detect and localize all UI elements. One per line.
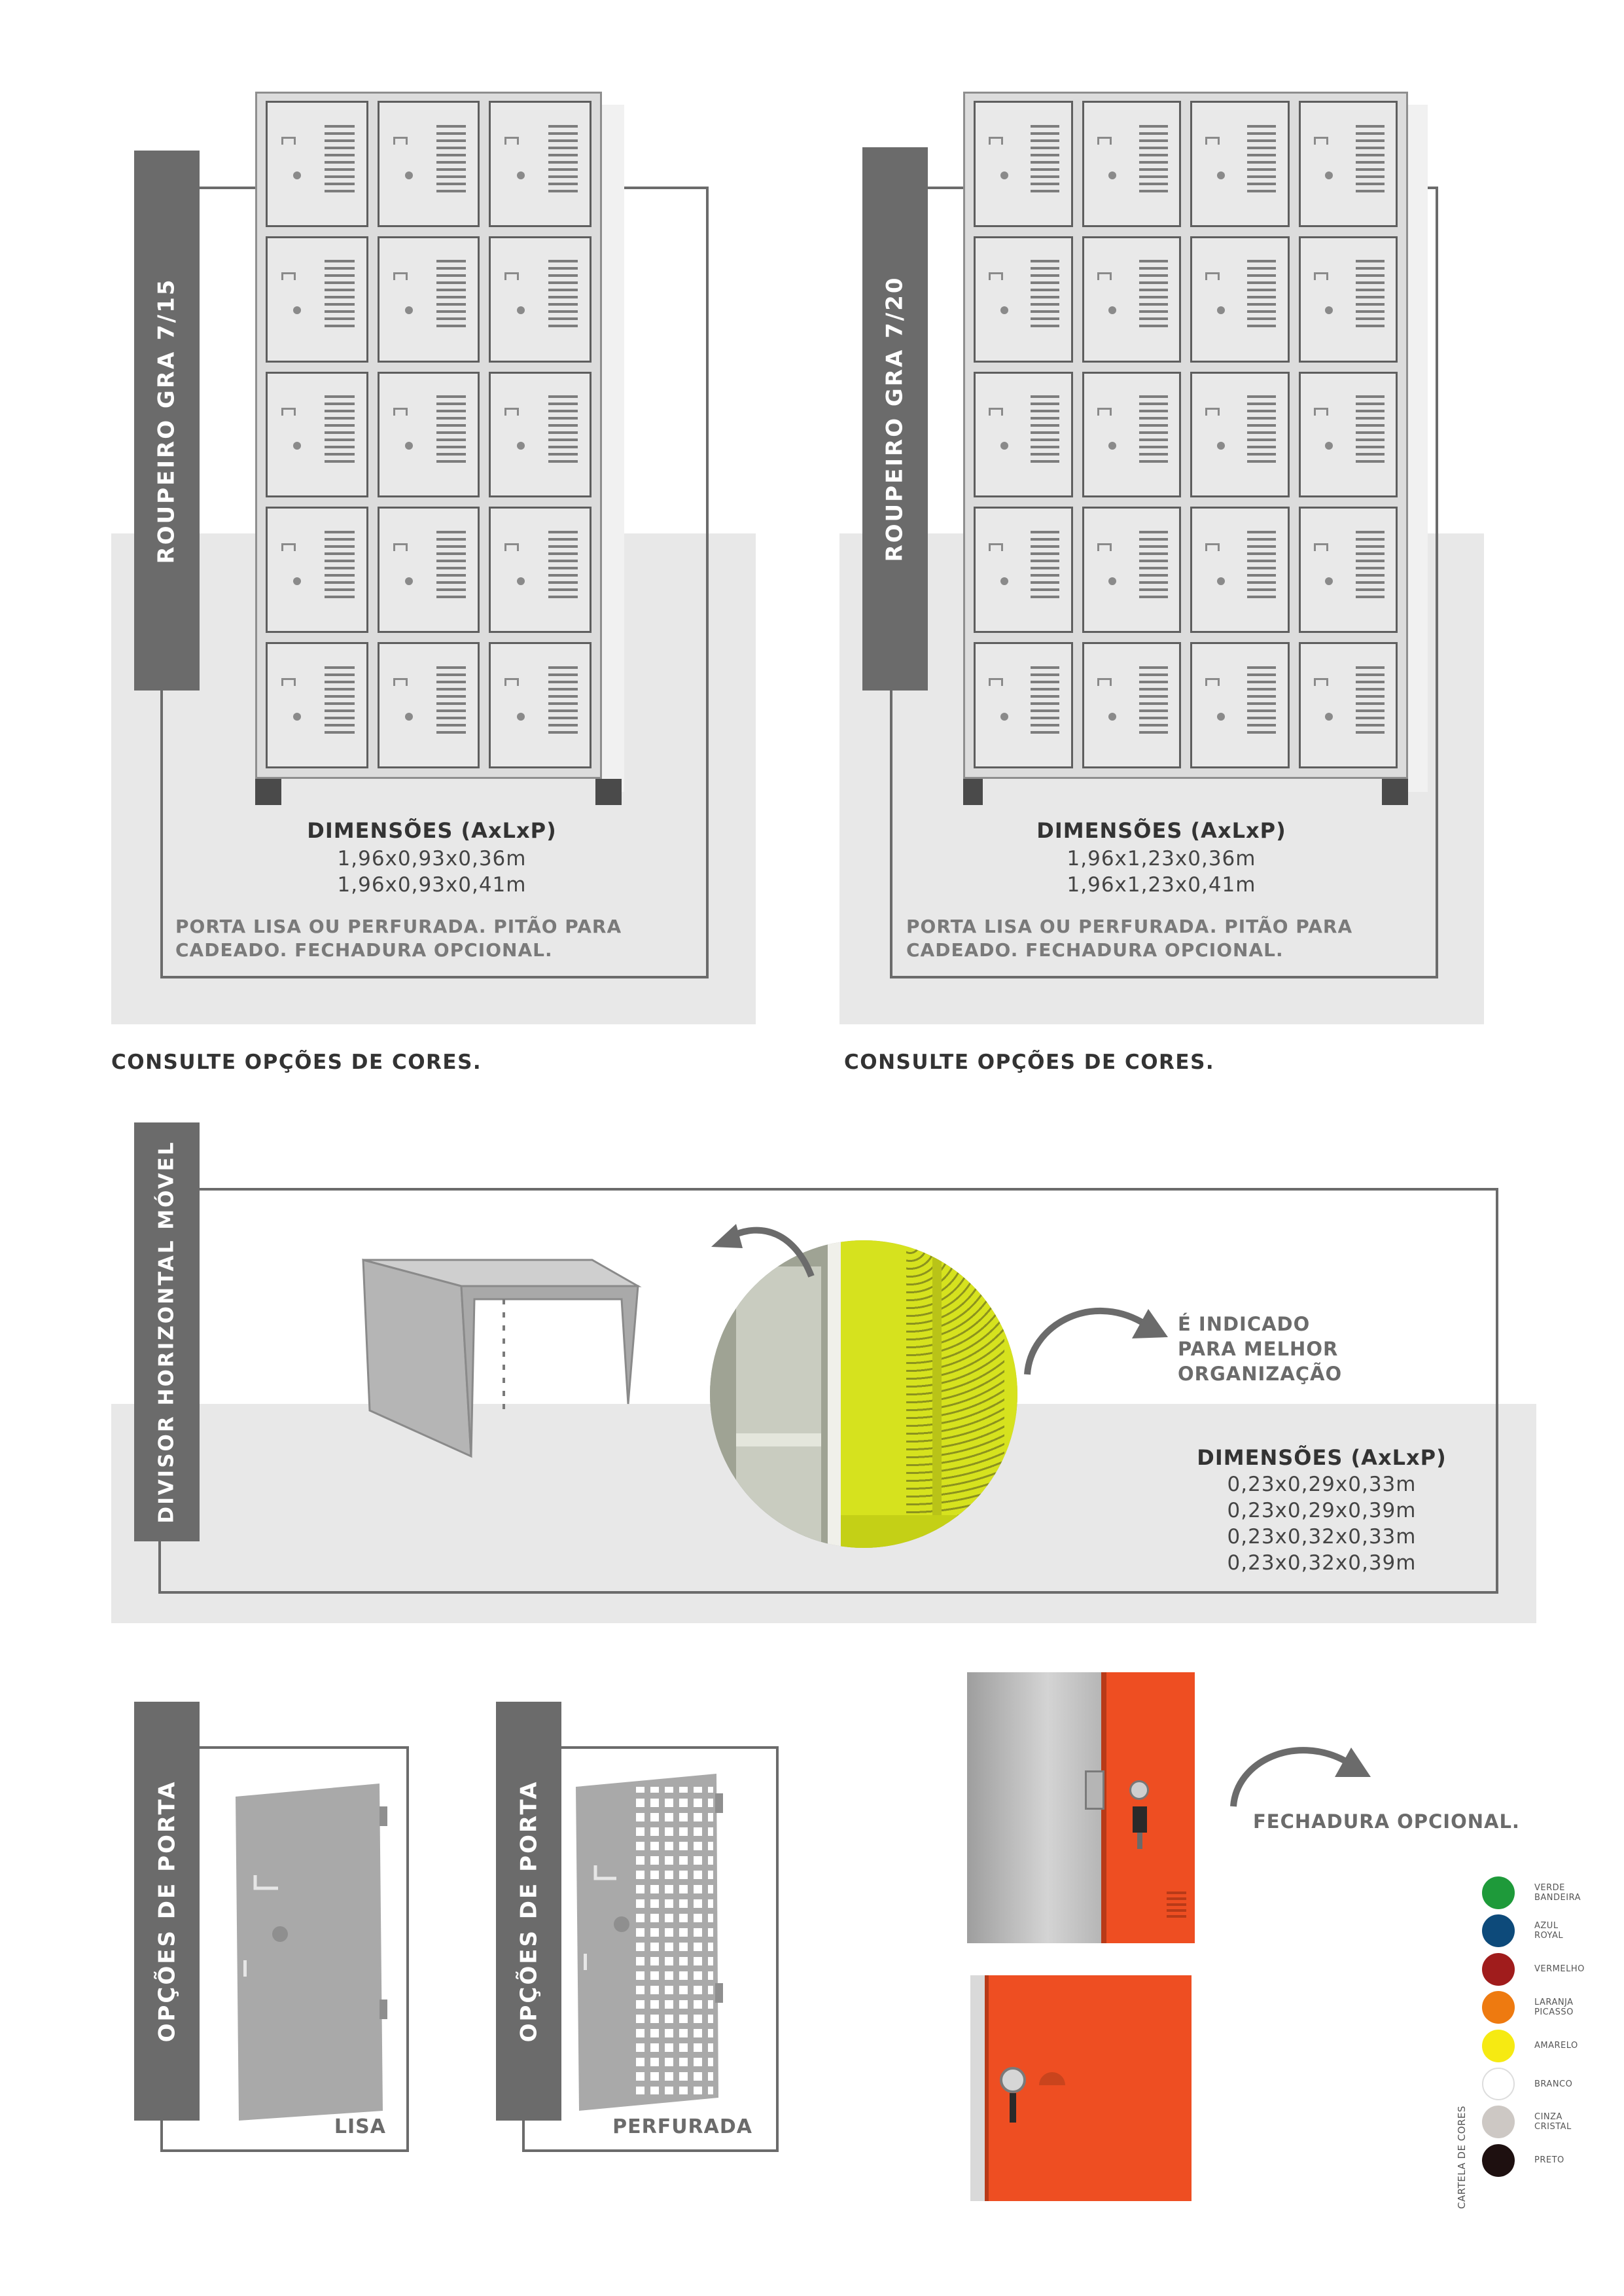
product-1-tab [134, 151, 200, 691]
color-swatch-label-line: VERMELHO [1534, 1964, 1585, 1975]
product-2-dimensions-title: DIMENSÕES (AxLxP) [1036, 818, 1286, 843]
lock-photo-bottom [970, 1975, 1192, 2201]
color-swatch-label-7 [1534, 2155, 1564, 2165]
product-1-dimensions-title: DIMENSÕES (AxLxP) [307, 818, 557, 843]
locker-7-20-doors [974, 101, 1398, 768]
product-1-consult-colors: CONSULTE OPÇÕES DE CORES. [111, 1050, 482, 1074]
product-2-tab [862, 147, 928, 691]
color-swatch-label-line: CINZA [1534, 2112, 1562, 2123]
color-swatch-2 [1482, 1953, 1515, 1986]
divider-arrow-right-icon [1017, 1286, 1188, 1378]
color-swatch-label-4 [1534, 2041, 1578, 2051]
lock-photo-top [967, 1672, 1195, 1943]
locker-7-20-image [963, 92, 1428, 812]
door-option-lisa-tab [134, 1702, 200, 2121]
color-swatch-3 [1482, 1991, 1515, 2024]
color-swatch-label-line: BRANCO [1534, 2079, 1573, 2089]
color-swatch-label-line: AZUL [1534, 1921, 1559, 1931]
color-chart-title: CARTELA DE CORES [1456, 2106, 1468, 2209]
color-swatch-label-line: CRISTAL [1534, 2122, 1572, 2132]
product-1-note-line-2: CADEADO. FECHADURA OPCIONAL. [175, 939, 553, 961]
product-2-note-line-1: PORTA LISA OU PERFURADA. PITÃO PARA [906, 916, 1353, 937]
product-2-dimension-2: 1,96x1,23x0,41m [1067, 873, 1256, 897]
door-option-lisa-tab-label: OPÇÕES DE PORTA [154, 1780, 181, 2043]
locker-7-15-doors [266, 101, 591, 768]
divider-tab [134, 1122, 200, 1541]
color-swatch-label-line: LARANJA [1534, 1998, 1574, 2008]
product-2-name: ROUPEIRO GRA 7/20 [882, 276, 909, 562]
color-swatch-0 [1482, 1876, 1515, 1909]
product-2-dimension-1: 1,96x1,23x0,36m [1067, 847, 1256, 870]
divider-name: DIVISOR HORIZONTAL MÓVEL [155, 1140, 179, 1524]
color-swatch-5 [1482, 2068, 1515, 2100]
door-option-lisa-label: LISA [334, 2115, 386, 2138]
product-2-consult-colors: CONSULTE OPÇÕES DE CORES. [844, 1050, 1215, 1074]
color-swatch-label-2 [1534, 1964, 1585, 1974]
color-swatch-label-line: PICASSO [1534, 2007, 1574, 2018]
divider-callout-line-2: PARA MELHOR [1178, 1338, 1339, 1360]
product-2-note-line-2: CADEADO. FECHADURA OPCIONAL. [906, 939, 1284, 961]
product-1-dimension-1: 1,96x0,93x0,36m [337, 847, 527, 870]
color-swatch-1 [1482, 1914, 1515, 1947]
color-swatch-label-3 [1534, 1998, 1574, 2017]
divider-shelf-image [357, 1247, 644, 1463]
door-perfurada-image [576, 1767, 733, 2114]
divider-dimension-4: 0,23x0,32x0,39m [1227, 1551, 1417, 1575]
divider-dimension-1: 0,23x0,29x0,33m [1227, 1473, 1417, 1496]
color-swatch-label-line: BANDEIRA [1534, 1893, 1581, 1903]
color-swatch-label-6 [1534, 2112, 1572, 2132]
door-lisa-image [229, 1777, 393, 2121]
divider-detail-photo [710, 1240, 1017, 1548]
color-swatch-7 [1482, 2144, 1515, 2177]
color-swatch-label-line: AMARELO [1534, 2041, 1578, 2051]
color-swatch-label-0 [1534, 1883, 1581, 1903]
lock-arrow-icon [1224, 1725, 1387, 1810]
product-1-note-line-1: PORTA LISA OU PERFURADA. PITÃO PARA [175, 916, 622, 937]
color-swatch-label-line: VERDE [1534, 1883, 1565, 1893]
color-swatch-4 [1482, 2030, 1515, 2062]
divider-dimensions-title: DIMENSÕES (AxLxP) [1197, 1445, 1447, 1470]
door-option-perfurada-tab [496, 1702, 561, 2121]
divider-arrow-top-icon [703, 1208, 821, 1280]
color-swatch-label-line: PRETO [1534, 2155, 1564, 2166]
color-swatch-label-1 [1534, 1921, 1563, 1941]
color-swatch-label-line: ROYAL [1534, 1931, 1564, 1941]
lock-label: FECHADURA OPCIONAL. [1253, 1810, 1520, 1833]
divider-dimension-3: 0,23x0,32x0,33m [1227, 1525, 1417, 1549]
product-1-name: ROUPEIRO GRA 7/15 [154, 277, 181, 564]
door-option-perfurada-label: PERFURADA [612, 2115, 752, 2138]
divider-callout-line-1: É INDICADO [1178, 1313, 1311, 1335]
color-swatch-6 [1482, 2106, 1515, 2138]
locker-7-15-image [255, 92, 622, 812]
color-swatch-label-5 [1534, 2079, 1572, 2089]
product-1-dimension-2: 1,96x0,93x0,41m [337, 873, 527, 897]
door-option-perfurada-tab-label: OPÇÕES DE PORTA [516, 1780, 542, 2043]
divider-dimension-2: 0,23x0,29x0,39m [1227, 1499, 1417, 1522]
divider-callout-line-3: ORGANIZAÇÃO [1178, 1363, 1343, 1385]
